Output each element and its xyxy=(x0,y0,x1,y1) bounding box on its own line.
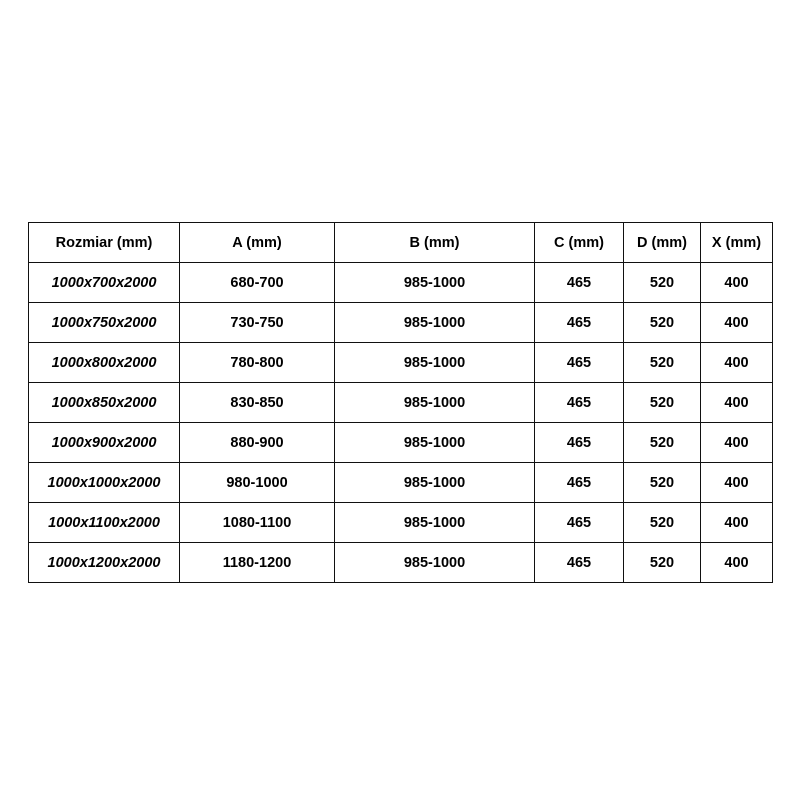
column-header-b: B (mm) xyxy=(335,223,535,263)
cell-x: 400 xyxy=(701,503,773,543)
dimensions-table-container xyxy=(28,222,772,583)
cell-b: 985-1000 xyxy=(335,463,535,503)
cell-d: 520 xyxy=(624,303,701,343)
cell-c: 465 xyxy=(535,463,624,503)
cell-a: 1080-1100 xyxy=(180,503,335,543)
cell-a: 1180-1200 xyxy=(180,543,335,583)
cell-x: 400 xyxy=(701,303,773,343)
cell-c: 465 xyxy=(535,303,624,343)
cell-size: 1000x1000x2000 xyxy=(29,463,180,503)
cell-size: 1000x1200x2000 xyxy=(29,543,180,583)
cell-a: 880-900 xyxy=(180,423,335,463)
table-row xyxy=(29,263,773,303)
column-header-a: A (mm) xyxy=(180,223,335,263)
cell-d: 520 xyxy=(624,343,701,383)
cell-x: 400 xyxy=(701,423,773,463)
column-header-x: X (mm) xyxy=(701,223,773,263)
table-row xyxy=(29,463,773,503)
cell-a: 830-850 xyxy=(180,383,335,423)
cell-a: 730-750 xyxy=(180,303,335,343)
cell-x: 400 xyxy=(701,543,773,583)
dimensions-table xyxy=(28,222,773,583)
cell-a: 980-1000 xyxy=(180,463,335,503)
cell-d: 520 xyxy=(624,263,701,303)
column-header-rozmiar: Rozmiar (mm) xyxy=(29,223,180,263)
table-row xyxy=(29,343,773,383)
cell-c: 465 xyxy=(535,263,624,303)
cell-size: 1000x900x2000 xyxy=(29,423,180,463)
cell-size: 1000x850x2000 xyxy=(29,383,180,423)
cell-c: 465 xyxy=(535,343,624,383)
cell-x: 400 xyxy=(701,343,773,383)
table-header-row xyxy=(29,223,773,263)
cell-a: 780-800 xyxy=(180,343,335,383)
cell-c: 465 xyxy=(535,503,624,543)
cell-size: 1000x800x2000 xyxy=(29,343,180,383)
cell-b: 985-1000 xyxy=(335,263,535,303)
cell-a: 680-700 xyxy=(180,263,335,303)
cell-d: 520 xyxy=(624,423,701,463)
cell-x: 400 xyxy=(701,383,773,423)
cell-d: 520 xyxy=(624,383,701,423)
cell-size: 1000x700x2000 xyxy=(29,263,180,303)
cell-b: 985-1000 xyxy=(335,543,535,583)
cell-b: 985-1000 xyxy=(335,503,535,543)
cell-d: 520 xyxy=(624,503,701,543)
cell-b: 985-1000 xyxy=(335,383,535,423)
cell-b: 985-1000 xyxy=(335,343,535,383)
table-row xyxy=(29,423,773,463)
column-header-c: C (mm) xyxy=(535,223,624,263)
cell-c: 465 xyxy=(535,383,624,423)
table-header xyxy=(29,223,773,263)
table-body xyxy=(29,263,773,583)
table-row xyxy=(29,543,773,583)
cell-b: 985-1000 xyxy=(335,303,535,343)
cell-x: 400 xyxy=(701,463,773,503)
cell-d: 520 xyxy=(624,463,701,503)
cell-size: 1000x750x2000 xyxy=(29,303,180,343)
cell-c: 465 xyxy=(535,423,624,463)
cell-x: 400 xyxy=(701,263,773,303)
cell-c: 465 xyxy=(535,543,624,583)
table-row xyxy=(29,303,773,343)
table-row xyxy=(29,503,773,543)
cell-size: 1000x1100x2000 xyxy=(29,503,180,543)
table-row xyxy=(29,383,773,423)
cell-b: 985-1000 xyxy=(335,423,535,463)
column-header-d: D (mm) xyxy=(624,223,701,263)
cell-d: 520 xyxy=(624,543,701,583)
